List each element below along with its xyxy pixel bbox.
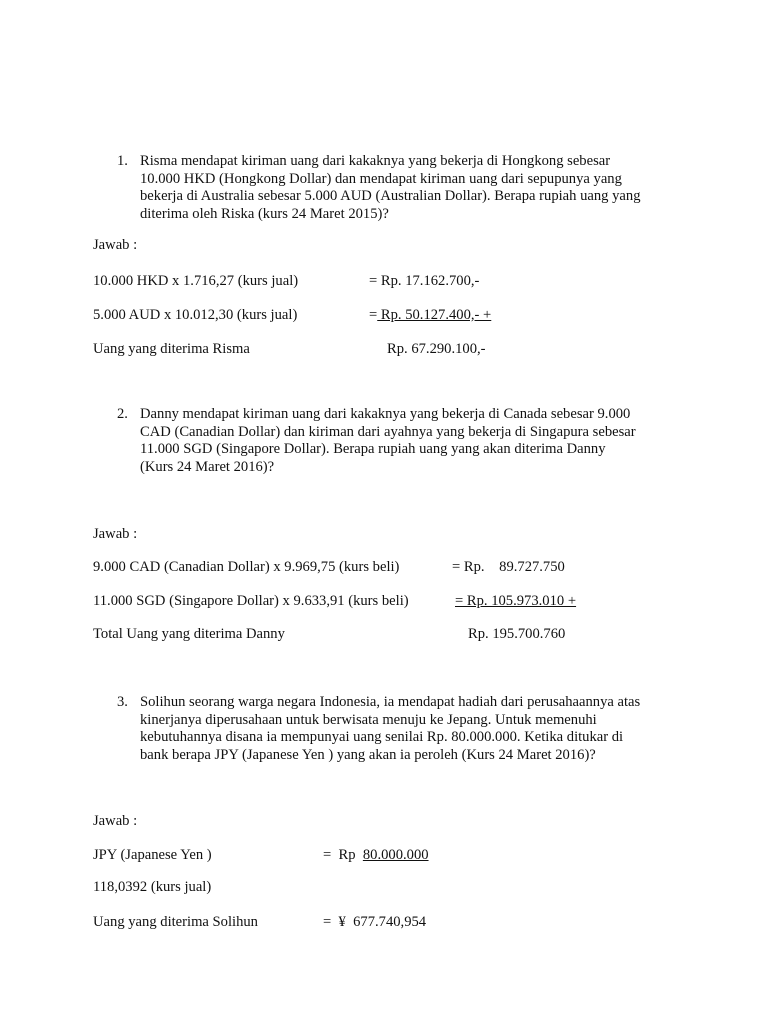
- calc-left: 11.000 SGD (Singapore Dollar) x 9.633,91 (kurs beli): [93, 593, 409, 609]
- question-text: [140, 694, 700, 764]
- question-line: kebutuhannya disana ia mempunyai uang senilai Rp. 80.000.000. Ketika ditukar di: [140, 729, 624, 746]
- calc-value-underlined: 80.000.000: [362, 847, 429, 863]
- calc-left: 5.000 AUD x 10.012,30 (kurs jual): [93, 307, 298, 323]
- answer-label: Jawab :: [93, 526, 138, 542]
- question-line: (Kurs 24 Maret 2016)?: [140, 458, 275, 475]
- question-number: 2.: [117, 406, 128, 422]
- total-label: Uang yang diterima Risma: [93, 341, 250, 357]
- question-line: CAD (Canadian Dollar) dan kiriman dari ayahnya yang bekerja di Singapura sebesar: [140, 423, 636, 440]
- calc-right: [369, 307, 491, 325]
- answer-label: Jawab :: [93, 813, 138, 829]
- calc-value: = Rp. 17.162.700,-: [369, 273, 480, 289]
- calc-left: 9.000 CAD (Canadian Dollar) x 9.969,75 (kurs beli): [93, 559, 400, 575]
- calc-right: [369, 273, 479, 291]
- question-line: bank berapa JPY (Japanese Yen ) yang akan ia peroleh (Kurs 24 Maret 2016)?: [140, 746, 596, 763]
- calc-right: = Rp. 89.727.750: [452, 559, 565, 575]
- calc-right: [455, 593, 576, 611]
- question-line: kinerjanya diperusahaan untuk berwisata menuju ke Jepang. Untuk memenuhi: [140, 711, 597, 728]
- question-number: 3.: [117, 694, 128, 710]
- question-line: Danny mendapat kiriman uang dari kakaknya yang bekerja di Canada sebesar 9.000: [140, 406, 631, 422]
- total-label: Total Uang yang diterima Danny: [93, 626, 285, 642]
- question-line: Risma mendapat kiriman uang dari kakaknya yang bekerja di Hongkong sebesar: [140, 153, 611, 169]
- calc-left: 118,0392 (kurs jual): [93, 879, 212, 895]
- total-value: Rp. 67.290.100,-: [387, 341, 486, 357]
- total-value: Rp. 195.700.760: [468, 626, 566, 642]
- question-text: [140, 153, 680, 223]
- calc-value-underlined: = Rp. 105.973.010 +: [455, 593, 577, 609]
- calc-value-underlined: Rp. 50.127.400,- +: [377, 307, 492, 323]
- question-line: 10.000 HKD (Hongkong Dollar) dan mendapat kiriman uang dari sepupunya yang: [140, 170, 622, 187]
- question-line: Solihun seorang warga negara Indonesia, ia mendapat hadiah dari perusahaannya atas: [140, 694, 641, 710]
- calc-left: JPY (Japanese Yen ): [93, 847, 212, 863]
- question-number: 1.: [117, 153, 128, 169]
- question-text: [140, 406, 680, 476]
- question-line: diterima oleh Riska (kurs 24 Maret 2015)?: [140, 205, 389, 222]
- calc-left: 10.000 HKD x 1.716,27 (kurs jual): [93, 273, 299, 289]
- calc-right: [323, 847, 429, 865]
- total-label: Uang yang diterima Solihun: [93, 914, 258, 930]
- answer-label: Jawab :: [93, 237, 138, 253]
- calc-equals: =: [369, 307, 378, 323]
- calc-prefix: = Rp: [323, 847, 363, 863]
- question-line: 11.000 SGD (Singapore Dollar). Berapa rupiah uang yang akan diterima Danny: [140, 441, 606, 458]
- question-line: bekerja di Australia sebesar 5.000 AUD (Australian Dollar). Berapa rupiah uang yang: [140, 188, 641, 205]
- total-value: = ¥ 677.740,954: [323, 914, 427, 930]
